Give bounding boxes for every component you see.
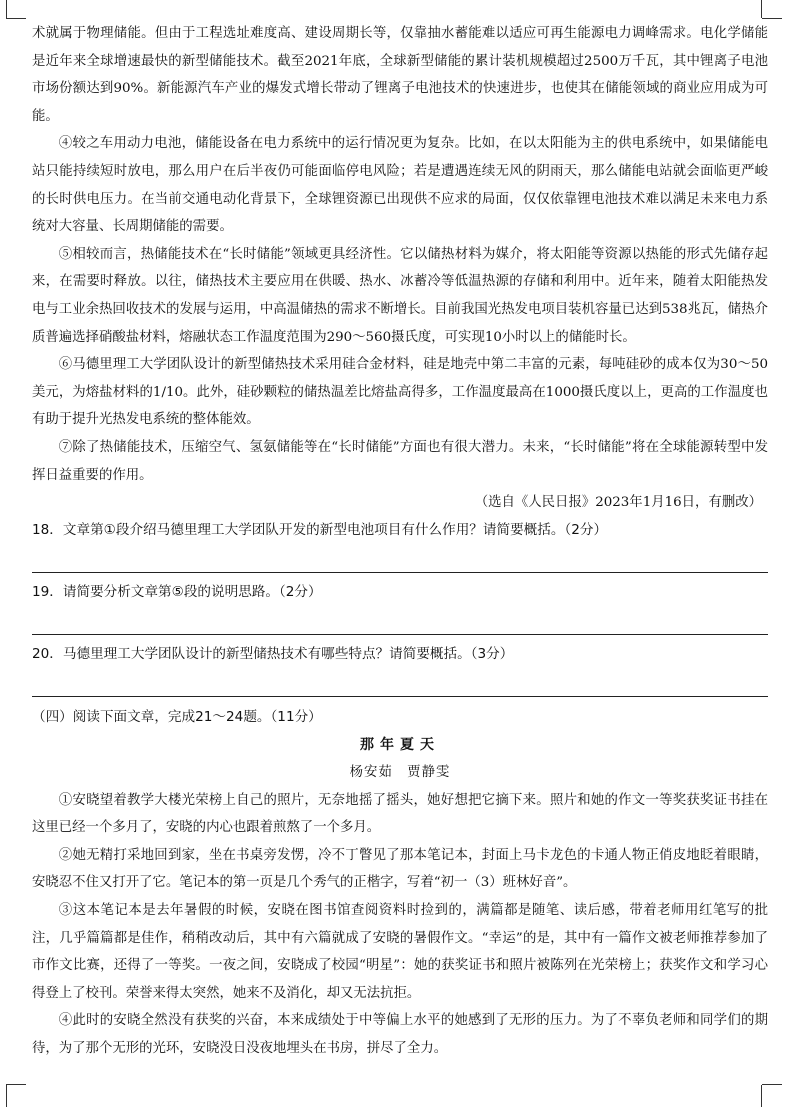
essay-paragraph-continued: 术就属于物理储能。但由于工程选址难度高、建设周期长等，仅靠抽水蓄能难以适应可再生能源电力调峰需求。电化学储能是近年来全球增速最快的新型储能技术。截至2021年底，全球新型储能的累计装机规模超过2500万千瓦，其中锂离子电池市场份额达到90%。新能源汽车产业的爆发式增长带动了锂离子电池技术的快速进步，也使其在储能领域的商业应用成为可能。 (32, 26, 768, 124)
essay-paragraph-4: ④较之车用动力电池，储能设备在电力系统中的运行情况更为复杂。比如，在以太阳能为主的供电系统中，如果储能电站只能持续短时放电，那么用户在后半夜仍可能面临停电风险；若是遭遇连续无风的阴雨天，那么储能电站就会面临更严峻的长时供电压力。在当前交通电动化背景下，全球锂资源已出现供不应求的局面，仅仅依靠锂电池技术难以满足未来电力系统对大容量、长周期储能的需要。 (32, 136, 768, 235)
question-19: 19．请简要分析文章第⑤段的说明思路。（2分） (32, 583, 322, 600)
story-paragraph-3: ③这本笔记本是去年暑假的时候，安晓在图书馆查阅资料时捡到的，满篇都是随笔、读后感，带着老师用红笔写的批注，几乎篇篇都是佳作，稍稍改动后，其中有六篇就成了安晓的暑假作文。“幸运”的是，其中有一篇作文被老师推荐参加了市作文比赛，还得了一等奖。一夜之间，安晓成了校园“明星”：她的获奖证书和照片被陈列在光荣榜上；获奖作文和学习心得登上了校刊。荣誉来得太突然，她来不及消化，却又无法抗拒。 (32, 903, 768, 1001)
essay-source: （选自《人民日报》2023年1月16日，有删改） (474, 495, 762, 511)
section-heading: （四）阅读下面文章，完成21～24题。（11分） (32, 708, 322, 725)
answer-line-20[interactable] (32, 668, 768, 697)
story-authors: 杨安茹 贾静雯 (349, 764, 451, 780)
question-18: 18．文章第①段介绍马德里理工大学团队开发的新型电池项目有什么作用？请简要概括。（2分） (32, 521, 608, 538)
crop-mark (6, 1085, 7, 1107)
essay-paragraph-5: ⑤相较而言，热储能技术在“长时储能”领域更具经济性。它以储热材料为媒介，将太阳能等资源以热能的形式先储存起来，在需要时释放。以往，储热技术主要应用在供暖、热水、冰蓄冷等低温热源的存储和利用中。近年来，随着太阳能热发电与工业余热回收技术的发展与运用，中高温储热的需求不断增长。目前我国光热发电项目装机容量已达到538兆瓦，储热介质普遍选择硝酸盐材料，熔融状态工作温度范围为290～560摄氏度，可实现10小时以上的储能时长。 (32, 246, 768, 345)
story-paragraph-1: ①安晓望着教学大楼光荣榜上自己的照片，无奈地摇了摇头，她好想把它摘下来。照片和她的作文一等奖获奖证书挂在这里已经一个多月了，安晓的内心也跟着煎熬了一个多月。 (32, 792, 768, 836)
crop-mark (761, 1085, 762, 1107)
answer-line-19[interactable] (32, 606, 768, 635)
crop-mark (6, 0, 7, 18)
page-content (32, 20, 768, 1063)
crop-mark (762, 1084, 782, 1085)
essay-paragraph-7: ⑦除了热储能技术，压缩空气、氢氨储能等在“长时储能”方面也有很大潜力。未来，“长时储能”将在全球能源转型中发挥日益重要的作用。 (32, 439, 768, 483)
crop-mark (6, 1084, 26, 1085)
crop-mark (761, 0, 762, 18)
question-20: 20．马德里理工大学团队设计的新型储热技术有哪些特点？请简要概括。（3分） (32, 645, 514, 662)
crop-mark (762, 18, 782, 19)
story-paragraph-2: ②她无精打采地回到家，坐在书桌旁发愣，冷不丁瞥见了那本笔记本，封面上马卡龙色的卡通人物正俏皮地眨着眼睛，安晓忍不住又打开了它。笔记本的第一页是几个秀气的正楷字，写着“初一（3）班林好音”。 (32, 847, 768, 891)
story-paragraph-4: ④此时的安晓全然没有获奖的兴奋，本来成绩处于中等偏上水平的她感到了无形的压力。为了不辜负老师和同学们的期待，为了那个无形的光环，安晓没日没夜地埋头在书房，拼尽了全力。 (32, 1013, 768, 1057)
answer-line-18[interactable] (32, 544, 768, 573)
story-title: 那年夏天 (360, 736, 440, 753)
crop-mark (6, 18, 26, 19)
essay-paragraph-6: ⑥马德里理工大学团队设计的新型储热技术采用硅合金材料，硅是地壳中第二丰富的元素，每吨硅砂的成本仅为30～50美元，为熔盐材料的1/10。此外，硅砂颗粒的储热温差比熔盐高得多，工作温度最高在1000摄氏度以上，更高的工作温度也有助于提升光热发电系统的整体能效。 (32, 357, 768, 428)
